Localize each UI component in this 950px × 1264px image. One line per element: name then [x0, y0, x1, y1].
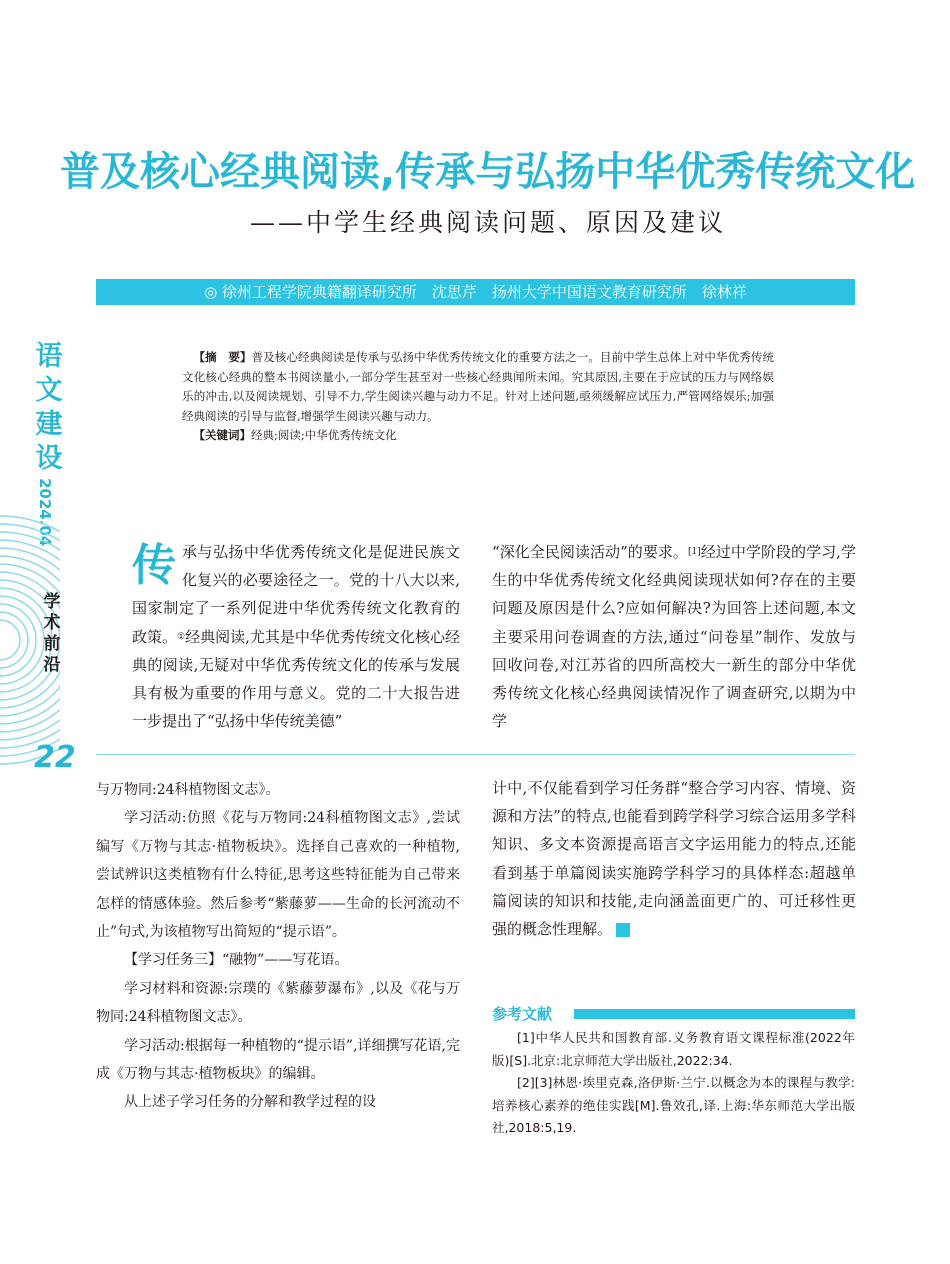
keywords-text: 经典;阅读;中华优秀传统文化: [251, 428, 397, 443]
abstract-label: 【摘 要】: [193, 350, 252, 364]
page-number: 22: [34, 740, 76, 775]
column-char: 术: [43, 613, 61, 633]
reference-item: [2][3]林恩·埃里克森,洛伊斯·兰宁.以概念为本的课程与教学:培养核心素养的绝佳实践[M].鲁效孔,译.上海:华东师范大学出版社,2018:5,19.: [492, 1075, 855, 1135]
article-subtitle: ——中学生经典阅读问题、原因及建议: [250, 208, 727, 237]
drop-cap: 传: [132, 540, 176, 591]
journal-char: 文: [35, 375, 63, 406]
reference-item: [1]中华人民共和国教育部.义务教育语文课程标准(2022年版)[S].北京:北京师范大学出版社,2022:34.: [492, 1030, 855, 1068]
references-bar: [574, 1009, 855, 1019]
abstract-text: 普及核心经典阅读是传承与弘扬中华优秀传统文化的重要方法之一。目前中学生总体上对中华优秀传统文化核心经典的整本书阅读量小,一部分学生甚至对一些核心经典闻所未闻。究其原因,主要在于应试的压力与网络娱乐的冲击,以及阅读规划、引导不力,学生阅读兴趣与动力不足。针对上述问题,亟须缓解应试压力,严管网络娱乐;加强经典阅读的引导与监督,增强学生阅读兴趣与动力。: [182, 350, 774, 423]
journal-char: 设: [35, 443, 63, 474]
intro-right-a: “深化全民阅读活动”的要求。: [492, 543, 688, 561]
column-label: [38, 592, 66, 676]
footnote-marker: ①: [177, 631, 186, 642]
lower-left-column: [96, 776, 460, 1117]
journal-name: [34, 340, 64, 476]
author-bar: ◎ 徐州工程学院典籍翻译研究所 沈思芹 扬州大学中国语文教育研究所 徐林祥: [96, 279, 855, 305]
paragraph: 【学习任务三】“融物”——写花语。: [124, 952, 349, 969]
article-title: 普及核心经典阅读,传承与弘扬中华优秀传统文化: [60, 149, 916, 195]
intro-text-b: 经典阅读,尤其是中华优秀传统文化核心经典的阅读,无疑对中华优秀传统文化的传承与发展具有极为重要的作用与意义。党的二十大报告进一步提出了“弘扬中华传统美德”: [132, 627, 460, 731]
lower-right-column: [492, 774, 856, 943]
keywords-label: 【关键词】: [193, 428, 251, 443]
references-list: [492, 1027, 855, 1140]
references-title: 参考文献: [492, 1005, 553, 1023]
intro-left-column: [132, 538, 460, 735]
references-heading: [492, 1003, 855, 1025]
intro-text-a: 承与弘扬中华优秀传统文化是促进民族文化复兴的必要途径之一。党的十八大以来,国家制定了一系列促进中华优秀传统文化教育的政策。: [132, 543, 460, 646]
lower-right-text: 计中,不仅能看到学习任务群“整合学习内容、情境、资源和方法”的特点,也能看到跨学科学习综合运用多学科知识、多文本资源提高语言文字运用能力的特点,还能看到基于单篇阅读实施跨学科学习的具体样态:超越单篇阅读的知识和技能,走向涵盖面更广的、可迁移性更强的概念性理解。: [492, 779, 856, 939]
reference-marker: [1]: [687, 547, 701, 557]
intro-right-column: [492, 538, 856, 735]
column-char: 学: [43, 592, 61, 612]
journal-char: 建: [35, 409, 63, 440]
column-char: 前: [43, 634, 61, 654]
paragraph: 学习活动:仿照《花与万物同:24科植物图文志》,尝试编写《万物与其志·植物板块》。选择自己喜欢的一种植物,尝试辨识这类植物有什么特征,思考这些特征能为自己带来怎样的情感体验。然后参考“紫藤萝——生命的长河流动不止”句式,为该植物写出简短的“提示语”。: [96, 810, 460, 941]
journal-char: 语: [35, 341, 63, 372]
paragraph: 从上述子学习任务的分解和教学过程的设: [124, 1094, 376, 1111]
paragraph: 学习活动:根据每一种植物的“提示语”,详细撰写花语,完成《万物与其志·植物板块》的编辑。: [96, 1037, 460, 1083]
paragraph: 与万物同:24科植物图文志》。: [96, 782, 280, 798]
issue-text: 2024.04: [36, 478, 54, 547]
intro-right-b: 经过中学阶段的学习,学生的中华优秀传统文化经典阅读现状如何?存在的主要问题及原因是什么?应如何解决?为回答上述问题,本文主要采用问卷调查的方法,通过“问卷星”制作、发放与回收问卷,对江苏省的四所高校大一新生的部分中华优秀传统文化核心经典阅读情况作了调查研究,以期为中学: [492, 543, 856, 731]
abstract: [182, 348, 774, 446]
column-char: 沿: [43, 655, 61, 675]
section-divider: [96, 754, 855, 755]
end-mark-icon: [616, 923, 630, 937]
paragraph: 学习材料和资源:宗璞的《紫藤萝瀑布》,以及《花与万物同:24科植物图文志》。: [96, 980, 460, 1026]
